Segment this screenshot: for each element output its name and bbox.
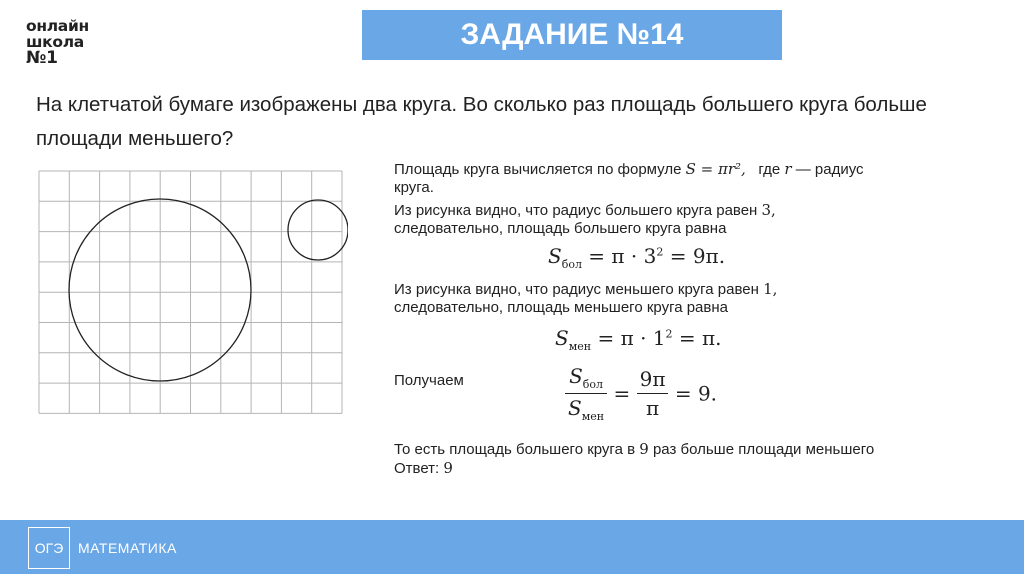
big-area-symbol: S bbox=[548, 244, 562, 268]
conclusion-text-b: раз больше площади меньшего bbox=[652, 441, 875, 458]
school-logo bbox=[26, 18, 106, 66]
ratio-mid-numerator: 9π bbox=[637, 367, 669, 394]
conclusion-text-a: То есть площадь большего круга в bbox=[394, 441, 636, 458]
conclusion-value: 9 bbox=[639, 440, 649, 458]
ratio-den-sub: мен bbox=[581, 410, 605, 423]
small-area-exp: 2 bbox=[665, 327, 673, 341]
ratio-left-fraction bbox=[565, 364, 607, 423]
big-area-formula bbox=[548, 244, 725, 271]
solution-block bbox=[394, 160, 1024, 238]
answer-line bbox=[394, 459, 1024, 478]
solution-line-3: следовательно, площадь большего круга равна bbox=[394, 220, 727, 237]
question-text: На клетчатой бумаге изображены два круга. Во сколько раз площадь большего круга больше площади меньшего? bbox=[36, 93, 927, 150]
big-area-result: = 9π. bbox=[669, 244, 726, 268]
big-area-sub: бол bbox=[561, 258, 582, 271]
logo-line-3: №1 bbox=[26, 48, 58, 68]
ratio-result: = 9. bbox=[674, 381, 718, 406]
ratio-equals-1: = bbox=[613, 381, 631, 406]
ratio-num-symbol: S bbox=[569, 364, 583, 388]
solution-text-1a: Площадь круга вычисляется по формуле bbox=[394, 161, 682, 178]
result-label: Получаем bbox=[394, 372, 464, 389]
small-area-expr: = π · 1 bbox=[597, 326, 666, 350]
ratio-formula bbox=[565, 364, 717, 423]
oge-badge bbox=[28, 527, 70, 569]
subject-label: МАТЕМАТИКА bbox=[78, 540, 177, 556]
small-radius-value: 1, bbox=[763, 280, 778, 298]
small-circle bbox=[288, 200, 348, 260]
ratio-left-numerator bbox=[565, 364, 607, 394]
radius-symbol: r bbox=[784, 160, 792, 178]
grid-figure bbox=[36, 168, 348, 414]
solution-line-4 bbox=[394, 280, 1024, 299]
small-area-formula bbox=[555, 326, 722, 353]
grid-lines bbox=[39, 171, 342, 413]
large-radius-value: 3, bbox=[761, 201, 776, 219]
ratio-den-symbol: S bbox=[568, 396, 582, 420]
oge-label: ОГЭ bbox=[34, 540, 64, 556]
solution-line-1 bbox=[394, 160, 1024, 179]
ratio-left-denominator bbox=[565, 394, 607, 423]
small-area-symbol: S bbox=[555, 326, 569, 350]
ratio-mid-denominator: π bbox=[645, 396, 660, 420]
logo-line-2: школа bbox=[26, 33, 84, 51]
answer-label: Ответ: bbox=[394, 460, 440, 477]
logo-line-1: онлайн bbox=[26, 17, 89, 35]
ratio-num-sub: бол bbox=[582, 378, 604, 391]
area-formula: S = πr², bbox=[685, 160, 746, 178]
solution-text-1b: где bbox=[758, 161, 781, 178]
task-title: ЗАДАНИЕ №14 bbox=[460, 18, 684, 51]
big-area-exp: 2 bbox=[656, 245, 664, 259]
solution-text-2: Из рисунка видно, что радиус большего круга равен bbox=[394, 202, 758, 219]
conclusion-block bbox=[394, 440, 1024, 478]
task-title-banner bbox=[362, 10, 782, 60]
solution-line-1d: круга. bbox=[394, 179, 434, 196]
ratio-mid-fraction bbox=[637, 367, 669, 420]
solution-text-1c: — радиус bbox=[795, 161, 864, 178]
solution-text-4: Из рисунка видно, что радиус меньшего круга равен bbox=[394, 281, 759, 298]
small-area-sub: мен bbox=[568, 340, 592, 353]
solution-line-2 bbox=[394, 201, 1024, 220]
solution-block-2 bbox=[394, 280, 1024, 317]
solution-line-5: следовательно, площадь меньшего круга равна bbox=[394, 299, 728, 316]
conclusion-line bbox=[394, 440, 1024, 459]
small-area-result: = π. bbox=[678, 326, 722, 350]
big-area-expr: = π · 3 bbox=[588, 244, 657, 268]
answer-value: 9 bbox=[443, 459, 453, 477]
